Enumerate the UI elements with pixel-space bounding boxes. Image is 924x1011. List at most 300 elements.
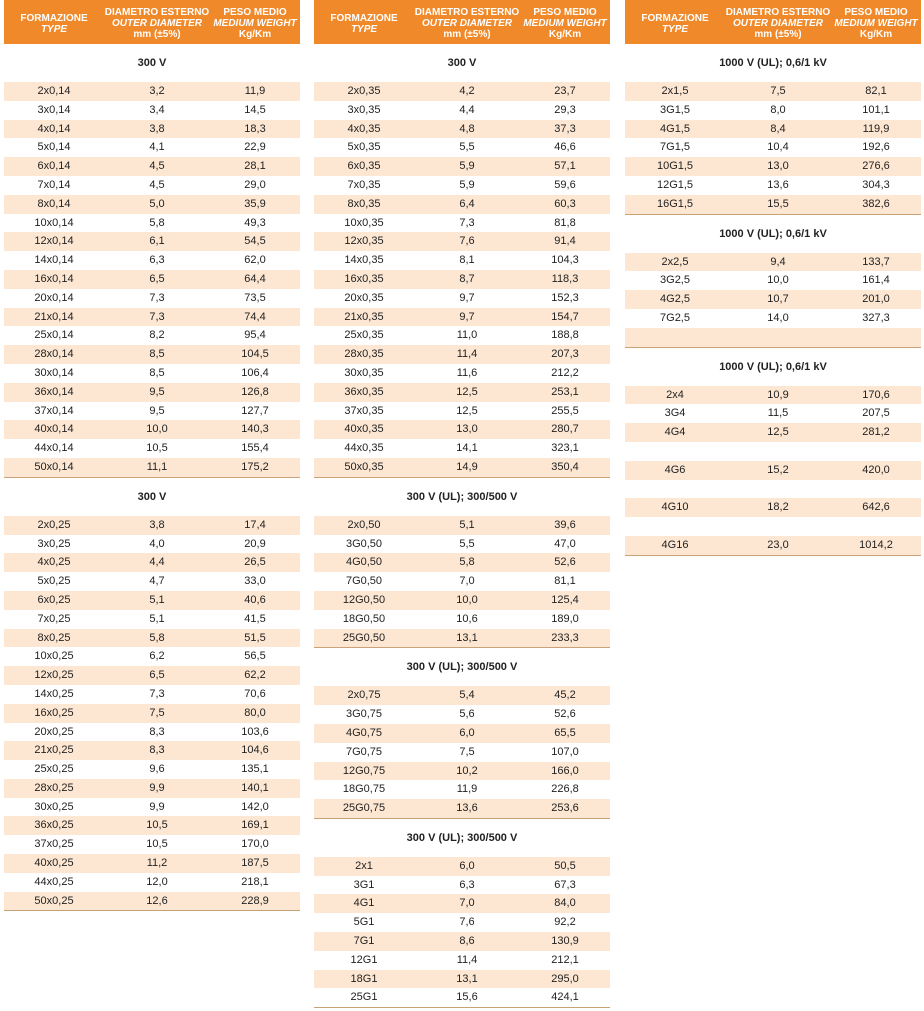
table-row <box>314 138 610 157</box>
table-row <box>4 82 300 101</box>
diameter-cell: 7,0 <box>459 575 475 588</box>
weight-cell: 20,9 <box>244 537 266 550</box>
type-cell: 37x0,14 <box>34 404 74 417</box>
diameter-cell: 8,5 <box>149 366 165 379</box>
table-row <box>4 364 300 383</box>
diameter-cell: 10,6 <box>456 612 478 625</box>
diameter-cell: 7,5 <box>149 706 165 719</box>
voltage-section <box>314 44 610 478</box>
weight-cell: 228,9 <box>241 894 269 907</box>
type-cell: 12x0,25 <box>34 669 74 682</box>
type-cell <box>625 480 725 499</box>
diameter-cell: 9,5 <box>149 404 165 417</box>
header-diameter: DIAMETRO ESTERNO OUTER DIAMETER mm (±5%) <box>414 7 520 40</box>
diameter-cell: 4,8 <box>459 122 475 135</box>
weight-cell: 218,1 <box>241 875 269 888</box>
weight-cell: 281,2 <box>862 426 890 439</box>
table-row <box>314 383 610 402</box>
table-row <box>4 157 300 176</box>
type-cell: 20x0,14 <box>34 291 74 304</box>
weight-cell: 28,1 <box>244 160 266 173</box>
type-cell: 44x0,14 <box>34 442 74 455</box>
table-row <box>4 741 300 760</box>
header-weight: PESO MEDIO MEDIUM WEIGHT Kg/Km <box>834 7 918 40</box>
table-row <box>625 176 921 195</box>
type-cell: 25G0,50 <box>342 631 386 644</box>
voltage-section <box>4 478 300 912</box>
header-weight: PESO MEDIO MEDIUM WEIGHT Kg/Km <box>213 7 297 40</box>
header-weight: PESO MEDIO MEDIUM WEIGHT Kg/Km <box>523 7 607 40</box>
section-rows <box>314 82 610 478</box>
table-row <box>4 458 300 477</box>
type-cell: 16x0,35 <box>344 272 384 285</box>
type-cell: 3G4 <box>664 407 686 420</box>
table-row <box>314 251 610 270</box>
table-row <box>4 779 300 798</box>
diameter-cell: 5,9 <box>459 160 475 173</box>
weight-cell: 103,6 <box>241 725 269 738</box>
weight-cell: 49,3 <box>244 216 266 229</box>
table-row <box>625 101 921 120</box>
weight-cell: 253,6 <box>551 802 579 815</box>
weight-cell: 107,0 <box>551 745 579 758</box>
weight-cell: 152,3 <box>551 291 579 304</box>
weight-cell: 22,9 <box>244 141 266 154</box>
type-cell: 7x0,14 <box>37 178 71 191</box>
diameter-cell: 12,0 <box>146 875 168 888</box>
diameter-cell: 9,7 <box>459 310 475 323</box>
diameter-cell: 12,6 <box>146 894 168 907</box>
type-cell: 2x0,35 <box>347 85 381 97</box>
table-row <box>4 326 300 345</box>
diameter-cell: 7,3 <box>459 216 475 229</box>
weight-cell: 82,1 <box>865 85 887 97</box>
table-row <box>4 120 300 139</box>
table-row <box>4 383 300 402</box>
diameter-cell: 8,3 <box>149 725 165 738</box>
table-row <box>314 82 610 101</box>
voltage-section <box>314 478 610 649</box>
weight-cell: 207,5 <box>862 407 890 420</box>
weight-cell: 57,1 <box>554 160 576 173</box>
diameter-cell: 3,4 <box>149 103 165 116</box>
weight-cell: 54,5 <box>244 235 266 248</box>
type-cell: 40x0,25 <box>34 857 74 870</box>
table-column-1 <box>4 0 300 911</box>
table-row <box>314 535 610 554</box>
type-cell: 4x0,14 <box>37 122 71 135</box>
diameter-cell: 5,9 <box>459 178 475 191</box>
weight-cell: 73,5 <box>244 291 266 304</box>
section-rows <box>4 516 300 912</box>
diameter-cell: 3,8 <box>149 122 165 135</box>
type-cell: 4x0,35 <box>347 122 381 135</box>
diameter-cell <box>725 517 831 536</box>
table-row <box>4 816 300 835</box>
weight-cell: 382,6 <box>862 197 890 210</box>
type-cell: 10x0,25 <box>34 650 74 663</box>
type-cell: 6x0,35 <box>347 160 381 173</box>
type-cell <box>625 442 725 461</box>
diameter-cell <box>725 442 831 461</box>
table-row <box>314 101 610 120</box>
diameter-cell: 10,0 <box>456 593 478 606</box>
table-row <box>4 439 300 458</box>
table-row <box>4 666 300 685</box>
type-cell: 4G1,5 <box>660 122 690 135</box>
weight-cell: 170,0 <box>241 838 269 851</box>
weight-cell: 37,3 <box>554 122 576 135</box>
weight-cell: 253,1 <box>551 385 579 398</box>
diameter-cell: 11,6 <box>456 366 478 379</box>
type-cell: 4G2,5 <box>660 293 690 306</box>
diameter-cell: 7,5 <box>459 745 475 758</box>
type-cell: 21x0,14 <box>34 310 74 323</box>
type-cell: 4G0,50 <box>345 556 383 569</box>
table-row <box>314 724 610 743</box>
section-title: 1000 V (UL); 0,6/1 kV <box>719 57 827 69</box>
table-row <box>314 762 610 781</box>
table-column-2 <box>314 0 610 1008</box>
weight-cell: 104,3 <box>551 254 579 267</box>
table-row <box>4 232 300 251</box>
type-cell: 8x0,35 <box>347 197 381 210</box>
diameter-cell: 11,4 <box>456 348 478 361</box>
weight-cell: 187,5 <box>241 857 269 870</box>
type-cell: 2x4 <box>666 388 684 401</box>
weight-cell: 142,0 <box>241 800 269 813</box>
diameter-cell: 8,5 <box>149 348 165 361</box>
diameter-cell: 15,5 <box>767 197 789 210</box>
diameter-cell: 10,7 <box>767 293 789 306</box>
type-cell <box>625 517 725 536</box>
weight-cell: 81,8 <box>554 216 576 229</box>
diameter-cell: 4,2 <box>459 85 475 97</box>
type-cell: 50x0,14 <box>34 460 74 473</box>
table-row <box>314 308 610 327</box>
weight-cell: 80,0 <box>244 706 266 719</box>
voltage-section <box>625 44 921 215</box>
type-cell: 30x0,14 <box>34 366 74 379</box>
type-cell: 7G1 <box>353 935 375 948</box>
table-row <box>314 195 610 214</box>
diameter-cell: 13,1 <box>456 972 478 985</box>
table-row <box>4 610 300 629</box>
weight-cell: 41,5 <box>244 612 266 625</box>
type-cell: 16G1,5 <box>656 197 694 210</box>
weight-cell: 51,5 <box>244 631 266 644</box>
weight-cell: 233,3 <box>551 631 579 644</box>
section-rows <box>314 516 610 649</box>
type-cell: 3G1 <box>353 878 375 891</box>
type-cell: 2x1,5 <box>661 85 689 97</box>
type-cell: 3x0,35 <box>347 103 381 116</box>
table-row <box>4 516 300 535</box>
type-cell: 37x0,35 <box>344 404 384 417</box>
type-cell: 2x0,50 <box>347 518 381 531</box>
weight-cell: 40,6 <box>244 593 266 606</box>
type-cell: 30x0,25 <box>34 800 74 813</box>
weight-cell: 166,0 <box>551 764 579 777</box>
table-row <box>314 857 610 876</box>
weight-cell: 201,0 <box>862 293 890 306</box>
diameter-cell: 4,4 <box>459 103 475 116</box>
diameter-cell: 13,0 <box>456 423 478 436</box>
table-row <box>314 120 610 139</box>
weight-cell: 135,1 <box>241 763 269 776</box>
table-row <box>4 214 300 233</box>
weight-cell: 175,2 <box>241 460 269 473</box>
table-row <box>314 799 610 818</box>
table-row <box>314 913 610 932</box>
weight-cell: 420,0 <box>862 463 890 476</box>
diameter-cell: 7,5 <box>770 85 786 97</box>
table-header <box>4 0 300 44</box>
table-row <box>4 402 300 421</box>
weight-cell: 118,3 <box>551 272 579 285</box>
weight-cell: 133,7 <box>862 255 890 268</box>
weight-cell <box>831 480 921 499</box>
table-row <box>4 176 300 195</box>
weight-cell: 226,8 <box>551 783 579 796</box>
table-row <box>4 308 300 327</box>
diameter-cell: 15,6 <box>456 991 478 1004</box>
diameter-cell: 4,1 <box>149 141 165 154</box>
diameter-cell: 8,3 <box>149 744 165 757</box>
diameter-cell: 5,0 <box>149 197 165 210</box>
table-row <box>4 251 300 270</box>
weight-cell: 56,5 <box>244 650 266 663</box>
diameter-cell: 5,1 <box>149 612 165 625</box>
table-row <box>314 176 610 195</box>
table-row <box>4 685 300 704</box>
type-cell: 20x0,35 <box>344 291 384 304</box>
table-row <box>625 309 921 328</box>
type-cell: 50x0,25 <box>34 894 74 907</box>
weight-cell: 327,3 <box>862 311 890 324</box>
diameter-cell: 7,6 <box>459 235 475 248</box>
diameter-cell: 7,0 <box>459 897 475 910</box>
table-row <box>4 760 300 779</box>
weight-cell: 92,2 <box>554 916 576 929</box>
diameter-cell: 10,5 <box>146 442 168 455</box>
diameter-cell: 13,6 <box>456 802 478 815</box>
voltage-section <box>314 819 610 1008</box>
weight-cell: 45,2 <box>554 689 576 702</box>
weight-cell: 280,7 <box>551 423 579 436</box>
header-diameter: DIAMETRO ESTERNO OUTER DIAMETER mm (±5%) <box>104 7 210 40</box>
diameter-cell: 11,4 <box>456 953 478 966</box>
type-cell: 18G0,75 <box>342 783 386 796</box>
diameter-cell: 7,3 <box>149 291 165 304</box>
table-row <box>314 591 610 610</box>
section-rows <box>625 82 921 215</box>
type-cell: 25G1 <box>350 991 378 1004</box>
table-row <box>4 704 300 723</box>
weight-cell: 350,4 <box>551 460 579 473</box>
weight-cell: 212,1 <box>551 953 579 966</box>
weight-cell: 125,4 <box>551 593 579 606</box>
diameter-cell: 6,1 <box>149 235 165 248</box>
diameter-cell: 5,8 <box>149 631 165 644</box>
table-row <box>625 120 921 139</box>
weight-cell: 17,4 <box>244 518 266 531</box>
diameter-cell: 5,6 <box>459 708 475 721</box>
table-row <box>625 442 921 461</box>
table-row <box>625 195 921 214</box>
diameter-cell <box>725 328 831 347</box>
weight-cell: 62,0 <box>244 254 266 267</box>
weight-cell: 59,6 <box>554 178 576 191</box>
diameter-cell: 10,0 <box>146 423 168 436</box>
diameter-cell: 10,4 <box>767 141 789 154</box>
table-row <box>314 780 610 799</box>
table-row <box>314 876 610 895</box>
table-row <box>314 686 610 705</box>
table-row <box>625 498 921 517</box>
table-row <box>4 629 300 648</box>
table-header <box>314 0 610 44</box>
weight-cell: 18,3 <box>244 122 266 135</box>
diameter-cell: 12,5 <box>456 404 478 417</box>
weight-cell: 424,1 <box>551 991 579 1004</box>
weight-cell: 52,6 <box>554 708 576 721</box>
table-row <box>625 138 921 157</box>
type-cell: 4G0,75 <box>345 726 383 739</box>
type-cell: 7G2,5 <box>660 311 690 324</box>
weight-cell: 155,4 <box>241 442 269 455</box>
type-cell: 18G1 <box>350 972 378 985</box>
diameter-cell: 4,5 <box>149 178 165 191</box>
diameter-cell: 7,6 <box>459 916 475 929</box>
type-cell: 6x0,25 <box>37 593 71 606</box>
diameter-cell: 4,4 <box>149 556 165 569</box>
type-cell: 12G0,75 <box>342 764 386 777</box>
weight-cell: 161,4 <box>862 274 890 287</box>
weight-cell: 29,3 <box>554 103 576 116</box>
diameter-cell: 11,1 <box>146 460 168 473</box>
type-cell: 3x0,14 <box>37 103 71 116</box>
diameter-cell: 13,0 <box>767 160 789 173</box>
weight-cell: 91,4 <box>554 235 576 248</box>
type-cell: 28x0,35 <box>344 348 384 361</box>
type-cell: 40x0,35 <box>344 423 384 436</box>
weight-cell: 255,5 <box>551 404 579 417</box>
diameter-cell: 10,0 <box>767 274 789 287</box>
type-cell: 36x0,25 <box>34 819 74 832</box>
table-row <box>625 253 921 272</box>
weight-cell: 170,6 <box>862 388 890 401</box>
weight-cell: 295,0 <box>551 972 579 985</box>
type-cell: 16x0,14 <box>34 272 74 285</box>
table-row <box>314 289 610 308</box>
diameter-cell: 13,1 <box>456 631 478 644</box>
table-row <box>625 271 921 290</box>
type-cell <box>625 328 725 347</box>
weight-cell: 11,9 <box>244 85 266 97</box>
weight-cell: 67,3 <box>554 878 576 891</box>
weight-cell: 104,5 <box>241 348 269 361</box>
voltage-section <box>4 44 300 478</box>
weight-cell: 65,5 <box>554 726 576 739</box>
header-diameter: DIAMETRO ESTERNO OUTER DIAMETER mm (±5%) <box>725 7 831 40</box>
table-row <box>314 572 610 591</box>
diameter-cell: 9,6 <box>149 763 165 776</box>
weight-cell: 169,1 <box>241 819 269 832</box>
diameter-cell: 8,7 <box>459 272 475 285</box>
weight-cell: 23,7 <box>554 85 576 97</box>
table-row <box>4 195 300 214</box>
diameter-cell: 9,4 <box>770 255 786 268</box>
table-row <box>314 458 610 477</box>
table-row <box>4 723 300 742</box>
type-cell: 14x0,25 <box>34 687 74 700</box>
type-cell: 36x0,14 <box>34 385 74 398</box>
table-row <box>314 402 610 421</box>
weight-cell: 126,8 <box>241 385 269 398</box>
diameter-cell: 11,0 <box>456 329 478 342</box>
table-row <box>314 970 610 989</box>
diameter-cell: 5,8 <box>149 216 165 229</box>
table-row <box>314 364 610 383</box>
section-rows <box>625 253 921 348</box>
weight-cell <box>831 442 921 461</box>
diameter-cell: 4,0 <box>149 537 165 550</box>
table-row <box>625 461 921 480</box>
table-row <box>4 289 300 308</box>
diameter-cell: 6,3 <box>149 254 165 267</box>
header-type: FORMAZIONE TYPE <box>330 13 398 35</box>
type-cell: 10G1,5 <box>656 160 694 173</box>
type-cell: 12x0,14 <box>34 235 74 248</box>
table-row <box>314 988 610 1007</box>
weight-cell <box>831 328 921 347</box>
diameter-cell: 6,0 <box>459 726 475 739</box>
diameter-cell: 13,6 <box>767 178 789 191</box>
type-cell: 2x0,75 <box>347 689 381 702</box>
diameter-cell: 11,9 <box>456 783 478 796</box>
type-cell: 10x0,35 <box>344 216 384 229</box>
weight-cell: 50,5 <box>554 859 576 872</box>
type-cell: 14x0,14 <box>34 254 74 267</box>
weight-cell: 276,6 <box>862 160 890 173</box>
table-row <box>4 873 300 892</box>
table-row <box>314 214 610 233</box>
diameter-cell: 9,9 <box>149 800 165 813</box>
table-row <box>4 572 300 591</box>
table-row <box>314 270 610 289</box>
diameter-cell: 6,4 <box>459 197 475 210</box>
diameter-cell: 9,9 <box>149 781 165 794</box>
diameter-cell: 6,5 <box>149 669 165 682</box>
type-cell: 25x0,35 <box>344 329 384 342</box>
weight-cell: 207,3 <box>551 348 579 361</box>
diameter-cell: 9,5 <box>149 385 165 398</box>
type-cell: 3G2,5 <box>660 274 690 287</box>
table-row <box>4 647 300 666</box>
section-title: 300 V <box>137 57 167 69</box>
type-cell: 4G16 <box>661 538 689 551</box>
type-cell: 4G6 <box>664 463 686 476</box>
weight-cell: 188,8 <box>551 329 579 342</box>
diameter-cell: 14,0 <box>767 311 789 324</box>
type-cell: 18G0,50 <box>342 612 386 625</box>
type-cell: 12x0,35 <box>344 235 384 248</box>
section-title: 300 V <box>137 490 167 503</box>
weight-cell: 154,7 <box>551 310 579 323</box>
type-cell: 3x0,25 <box>37 537 71 550</box>
weight-cell: 62,2 <box>244 669 266 682</box>
